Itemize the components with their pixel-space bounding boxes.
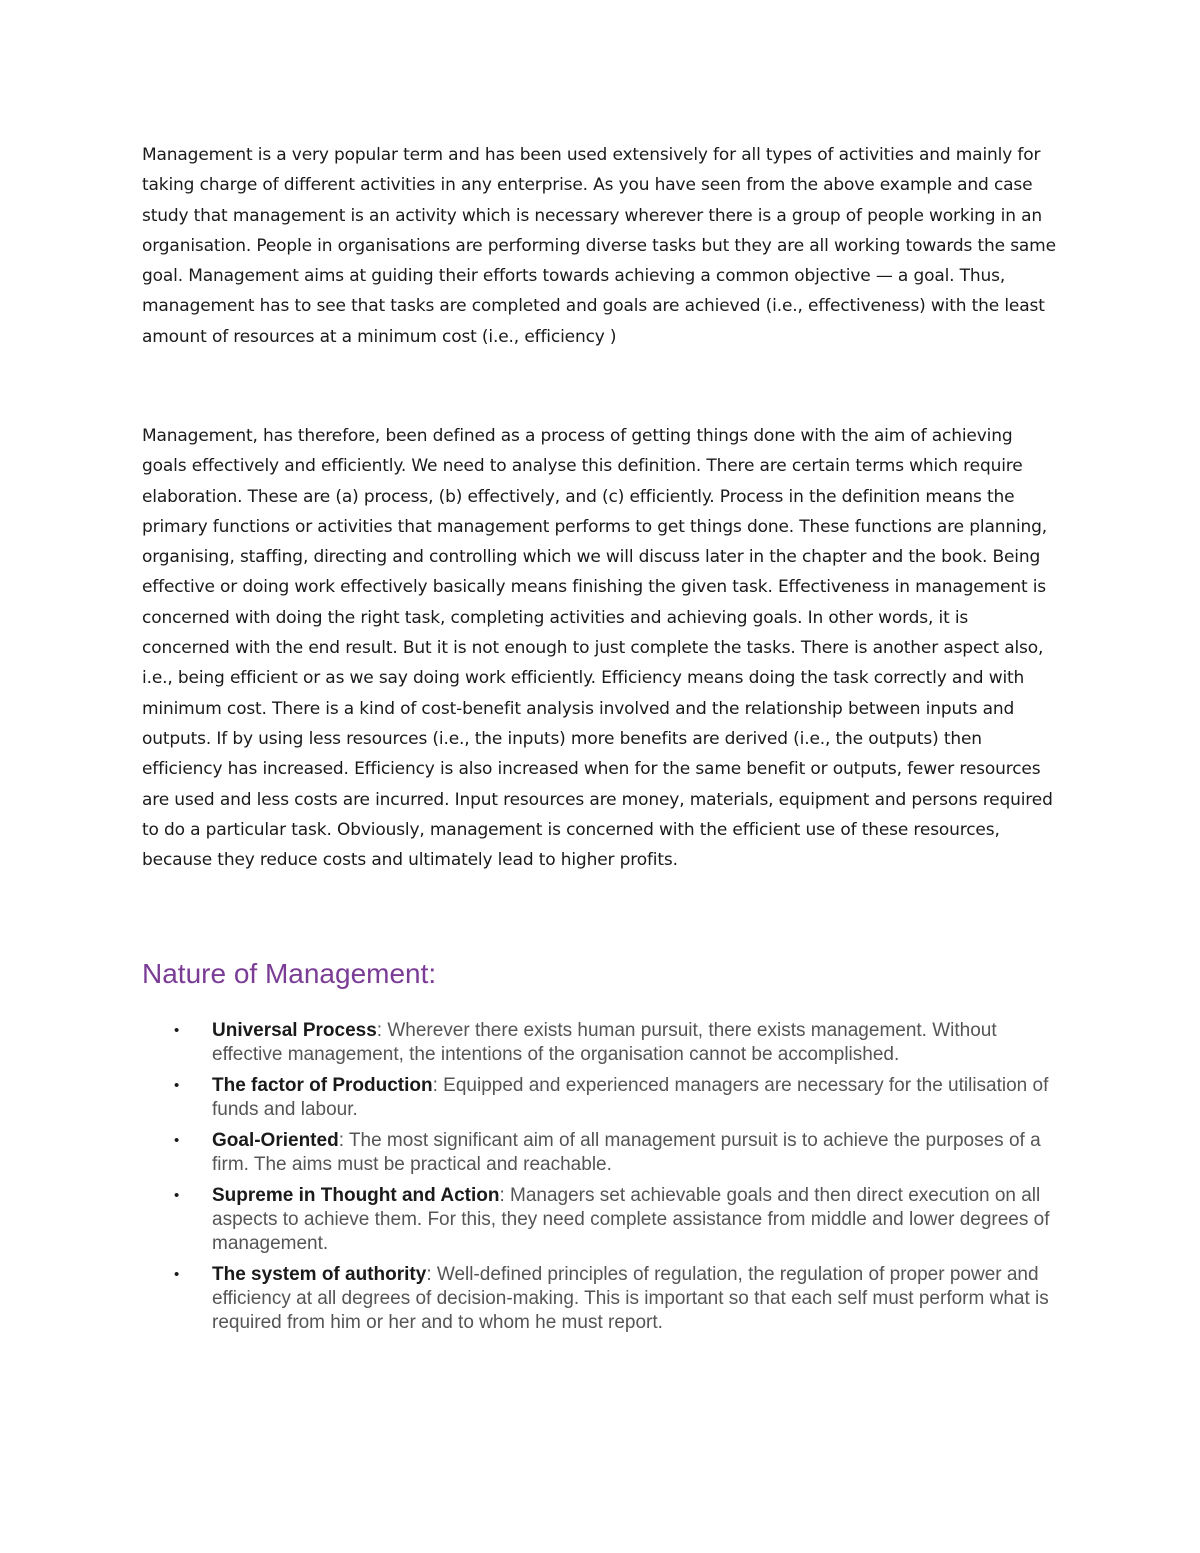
paragraph-management-intro: Management is a very popular term and has been used extensively for all types of activities and mainly for taking charge of different activities in any enterprise. As you have seen from the above example and case study that management is an activity which is necessary wherever there is a group of people working in an organisation. People in organisations are performing diverse tasks but they are all working towards the same goal. Management aims at guiding their efforts towards achieving a common objective — a goal. Thus, management has to see that tasks are completed and goals are achieved (i.e., effectiveness) with the least amount of resources at a minimum cost (i.e., efficiency ) bbox=[142, 145, 1056, 347]
list-item-text: : Equipped and experienced managers are necessary for the utilisation of funds and labour. bbox=[212, 1075, 1049, 1120]
list-item bbox=[142, 1019, 1072, 1067]
bullet-icon: • bbox=[174, 1266, 180, 1283]
bullet-icon: • bbox=[174, 1132, 180, 1149]
nature-list bbox=[142, 1019, 1072, 1342]
bullet-icon: • bbox=[174, 1022, 180, 1039]
section-heading: Nature of Management: bbox=[142, 958, 437, 989]
list-item-term: Goal-Oriented bbox=[212, 1130, 339, 1151]
list-item bbox=[142, 1184, 1072, 1256]
list-item-term: The system of authority bbox=[212, 1264, 427, 1285]
bullet-icon: • bbox=[174, 1187, 180, 1204]
list-item-term: Universal Process bbox=[212, 1020, 377, 1041]
list-item-term: The factor of Production bbox=[212, 1075, 433, 1096]
list-item-term: Supreme in Thought and Action bbox=[212, 1185, 500, 1206]
bullet-icon: • bbox=[174, 1077, 180, 1094]
list-item bbox=[142, 1263, 1072, 1335]
list-item-text: : Wherever there exists human pursuit, there exists management. Without effective management, the intentions of the organisation cannot be accomplished. bbox=[212, 1020, 997, 1065]
paragraph-management-definition: Management, has therefore, been defined as a process of getting things done with the aim of achieving goals effectively and efficiently. We need to analyse this definition. There are certain terms which require elaboration. These are (a) process, (b) effectively, and (c) efficiently. Process in the definition means the primary functions or activities that management performs to get things done. These functions are planning, organising, staffing, directing and controlling which we will discuss later in the chapter and the book. Being effective or doing work effectively basically means finishing the given task. Effectiveness in management is concerned with doing the right task, completing activities and achieving goals. In other words, it is concerned with the end result. But it is not enough to just complete the tasks. There is another aspect also, i.e., being efficient or as we say doing work efficiently. Efficiency means doing the task correctly and with minimum cost. There is a kind of cost-benefit analysis involved and the relationship between inputs and outputs. If by using less resources (i.e., the inputs) more benefits are derived (i.e., the outputs) then efficiency has increased. Efficiency is also increased when for the same benefit or outputs, fewer resources are used and less costs are incurred. Input resources are money, materials, equipment and persons required to do a particular task. Obviously, management is concerned with the efficient use of these resources, because they reduce costs and ultimately lead to higher profits. bbox=[142, 426, 1053, 871]
list-item-text: : Managers set achievable goals and then direct execution on all aspects to achieve them. For this, they need complete assistance from middle and lower degrees of management. bbox=[212, 1185, 1050, 1254]
list-item-text: : The most significant aim of all management pursuit is to achieve the purposes of a firm. The aims must be practical and reachable. bbox=[212, 1130, 1041, 1175]
list-item-text: : Well-defined principles of regulation, the regulation of proper power and efficiency at all degrees of decision-making. This is important so that each self must perform what is required from him or her and to whom he must report. bbox=[212, 1264, 1049, 1333]
list-item bbox=[142, 1074, 1072, 1122]
list-item bbox=[142, 1129, 1072, 1177]
